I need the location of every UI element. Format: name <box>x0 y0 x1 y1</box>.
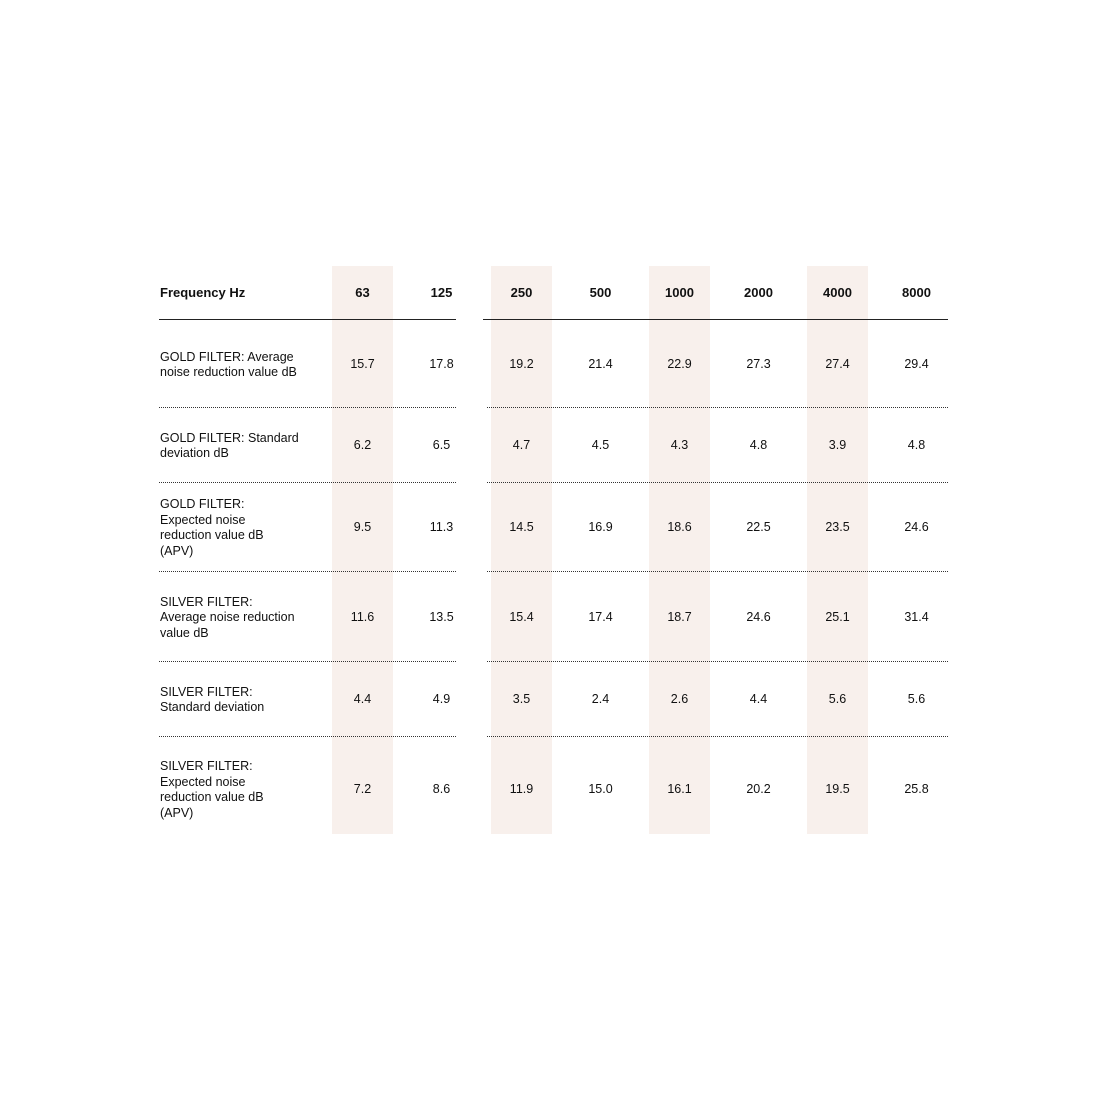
table-cell: 2.4 <box>591 692 610 707</box>
header-freq-2000: 2000 <box>744 285 773 301</box>
header-divider-left <box>159 319 456 320</box>
table-cell: 27.4 <box>825 357 850 372</box>
row-divider <box>487 571 948 572</box>
table-cell: 11.6 <box>350 610 375 625</box>
table-cell: 6.5 <box>432 438 451 453</box>
table-cell: 29.4 <box>904 357 929 372</box>
row-divider <box>159 482 456 483</box>
table-cell: 4.8 <box>907 438 926 453</box>
table-cell: 25.8 <box>904 782 929 797</box>
table-cell: 4.5 <box>591 438 610 453</box>
table-cell: 25.1 <box>825 610 850 625</box>
header-freq-4000: 4000 <box>823 285 852 301</box>
table-cell: 16.9 <box>588 520 613 535</box>
table-cell: 13.5 <box>429 610 454 625</box>
header-freq-63: 63 <box>355 285 370 301</box>
table-cell: 11.9 <box>509 782 534 797</box>
table-cell: 27.3 <box>746 357 771 372</box>
row-label: SILVER FILTER: Standard deviation <box>160 684 265 714</box>
row-divider <box>487 482 948 483</box>
table-cell: 22.5 <box>746 520 771 535</box>
header-divider-right <box>483 319 948 320</box>
table-cell: 17.8 <box>429 357 454 372</box>
table-cell: 8.6 <box>432 782 451 797</box>
table-cell: 15.4 <box>509 610 534 625</box>
table-cell: 4.3 <box>670 438 689 453</box>
table-cell: 15.0 <box>588 782 613 797</box>
table-cell: 3.5 <box>512 692 531 707</box>
table-cell: 4.7 <box>512 438 531 453</box>
table-cell: 22.9 <box>667 357 692 372</box>
row-label: GOLD FILTER: Average noise reduction value dB <box>160 349 297 379</box>
table-cell: 18.7 <box>667 610 692 625</box>
header-freq-1000: 1000 <box>665 285 694 301</box>
table-cell: 5.6 <box>828 692 847 707</box>
header-label: Frequency Hz <box>160 285 246 301</box>
row-divider <box>159 661 456 662</box>
row-divider <box>159 736 456 737</box>
table-cell: 23.5 <box>825 520 850 535</box>
table-cell: 4.9 <box>432 692 451 707</box>
table-cell: 24.6 <box>746 610 771 625</box>
table-cell: 4.4 <box>353 692 372 707</box>
table-cell: 5.6 <box>907 692 926 707</box>
table-cell: 6.2 <box>353 438 372 453</box>
table-cell: 15.7 <box>350 357 375 372</box>
row-label: GOLD FILTER: Standard deviation dB <box>160 430 299 460</box>
row-divider <box>487 407 948 408</box>
row-divider <box>159 407 456 408</box>
table-cell: 11.3 <box>429 520 454 535</box>
table-cell: 7.2 <box>353 782 372 797</box>
row-divider <box>487 661 948 662</box>
table-cell: 16.1 <box>667 782 692 797</box>
table-cell: 4.8 <box>749 438 768 453</box>
table-cell: 21.4 <box>588 357 613 372</box>
table-cell: 17.4 <box>588 610 613 625</box>
table-cell: 3.9 <box>828 438 847 453</box>
header-freq-8000: 8000 <box>902 285 931 301</box>
row-label: GOLD FILTER: Expected noise reduction value dB (APV) <box>160 497 264 558</box>
header-freq-125: 125 <box>430 285 453 301</box>
table-cell: 14.5 <box>509 520 534 535</box>
row-label: SILVER FILTER: Average noise reduction value dB <box>160 594 295 640</box>
table-cell: 18.6 <box>667 520 692 535</box>
table-cell: 19.2 <box>509 357 534 372</box>
table-cell: 31.4 <box>904 610 929 625</box>
row-divider <box>159 571 456 572</box>
row-divider <box>487 736 948 737</box>
row-label: SILVER FILTER: Expected noise reduction value dB (APV) <box>160 759 264 820</box>
header-freq-500: 500 <box>589 285 612 301</box>
table-cell: 2.6 <box>670 692 689 707</box>
table-cell: 4.4 <box>749 692 768 707</box>
table-cell: 9.5 <box>353 520 372 535</box>
header-freq-250: 250 <box>510 285 533 301</box>
table-cell: 19.5 <box>825 782 850 797</box>
table-cell: 24.6 <box>904 520 929 535</box>
table-cell: 20.2 <box>746 782 771 797</box>
